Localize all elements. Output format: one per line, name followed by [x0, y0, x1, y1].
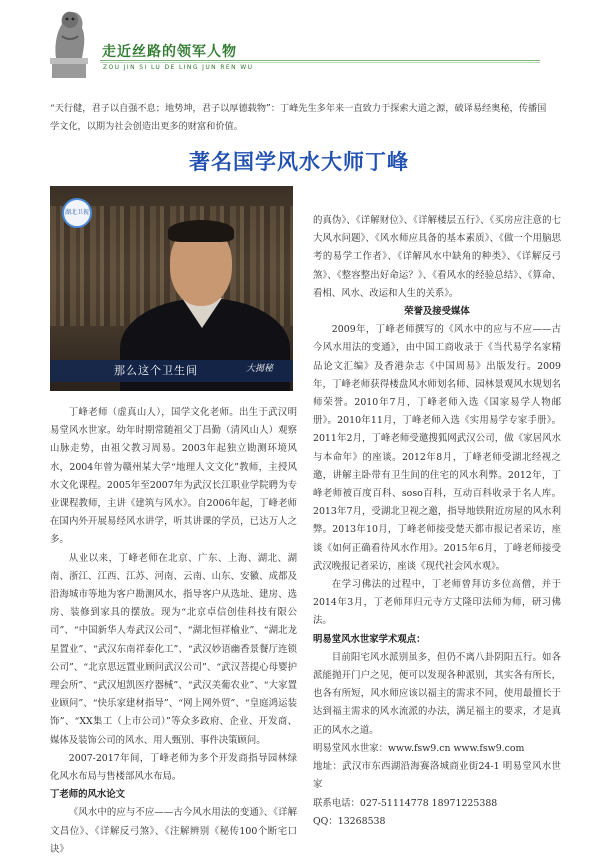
address-line: 地址：武汉市东西湖沿海赛洛城商业街24-1 明易堂风水世家 — [313, 761, 561, 791]
header-rule — [100, 60, 540, 61]
bio-paragraph: 丁峰老师（虚真山人），国学文化老师。出生于武汉明易堂风水世家。幼年时期常随祖父丁昌勤（清风山人）观察山脉走势，由祖父教习周易。2003年起独立勘测环境风水，2004年曾为赣州某大学“地理人文文化”教师，主授风水文化课程。2005年至2007年为武汉长江职业学院聘为专业课程教师，主讲《建筑与风水》。自2006年起，丁峰老师在国内外开展易经风水讲学，听其讲课的学员，已达万人之多。 — [50, 407, 297, 546]
honors-subheading: 荣誉及接受媒体 — [404, 306, 470, 318]
photo-subtitle: 那么这个卫生间 — [114, 364, 198, 377]
tv-station-logo: 湖北卫视 — [62, 198, 92, 228]
column-header — [0, 0, 598, 80]
phone-line: 联系电话：027-51114778 18971225388 — [313, 797, 498, 809]
website-line: 明易堂风水世家：www.fsw9.cn www.fsw9.com — [313, 742, 525, 754]
header-rule-secondary — [100, 62, 540, 63]
stone-lion-icon — [48, 6, 90, 80]
column-title: 走近丝路的领军人物 — [102, 44, 237, 60]
column-pinyin: ZOU JIN SI LU DE LING JUN REN WU — [103, 64, 254, 71]
intro-quote: “天行健，君子以自强不息；地势坤，君子以厚德载物”：丁峰先生多年来一直致力于探索大道之源，破译易经奥秘，传播国学文化，以期为社会创造出更多的财富和价值。 — [50, 103, 547, 132]
qq-line: QQ：13268538 — [313, 815, 386, 827]
papers-subheading: 丁老师的风水论文 — [50, 789, 126, 801]
left-column — [50, 404, 297, 859]
honors-paragraph: 2009年，丁峰老师撰写的《风水中的应与不应——古今风水用法的变通》，由中国工商收录于《当代易学名家精品论文汇编》及香港杂志《中国周易》出版发行。2009年，丁峰老师获得楼盘风水师划名师、园林景观风水规划名师荣誉。2010年7月，丁峰老师入选《国家易学人物邮册》。2010年11月，丁峰老师入选《实用易学专家手册》。2011年2月，丁峰老师受邀搜狐网武汉公司，做《家居风水与本命年》的座谈。2012年8月，丁峰老师受湖北经视之邀，讲解主卧带有卫生间的住宅的风水利弊。2012年，丁峰老师被百度百科、soso百科，互动百科收录于名人库。2013年7月，受湖北卫视之邀，指导地铁附近房屋的风水利弊。2013年10月，丁峰老师接受楚天都市报记者采访，座谈《如何正确看待风水作用》。2015年6月，丁峰老师接受武汉晚报记者采访，座谈《现代社会风水观》。 — [313, 324, 561, 572]
projects-paragraph: 2007-2017年间，丁峰老师为多个开发商指导园林绿化风水布局与售楼部风水布局。 — [50, 752, 297, 783]
right-column — [313, 212, 561, 831]
views-subheading: 明易堂风水世家学术观点： — [313, 633, 426, 645]
program-tag: 大揭秘 — [246, 364, 274, 374]
person-hair — [168, 220, 234, 242]
papers-list-continued: 的真伪》、《详解财位》、《详解楼层五行》、《买房应注意的七大风水问题》、《风水师应具备的基本素质》、《做一个用脑思考的易学工作者》、《详解风水中缺角的种类》、《详解反弓煞》、《整容整出好命运？》、《看风水的经验总结》、《算命、看相、风水、改运和人生的关系》。 — [313, 215, 561, 299]
tv-screenshot-photo — [50, 186, 293, 391]
views-paragraph: 目前阳宅风水派别虽多，但仍不离八卦阴阳五行。如各派能抛开门户之见，便可以发现各种派别，其实各有所长，也各有所短，风水师应该以福主的需求不同，使用最擅长于达到福主需求的风水流派的办法，满足福主的要求，才是真正的风水之道。 — [313, 651, 561, 736]
clients-paragraph: 从业以来，丁峰老师在北京、广东、上海、湖北、湖南、浙江、江西、江苏、河南、云南、山东、安徽、成都及沿海城市等地为客户勘测风水，指导客户从选址、建房、选房、装修到家具的摆放。现为“北京卓信创佳科技有限公司”、“中国新华人寿武汉公司”、“湖北恒祥榆业”、“湖北龙星置业”、“武汉东南祥泰化工”、“武汉妙语幽香景餐厅连锁公司”、“北京思远置业顾问武汉公司”、“武汉菩提心母婴护理会所”、“武汉旭凯医疗器械”、“武汉美葡农业”、“大家置业顾问”、“快乐家建材指导”、“网上网外贸”、“皇庭鸿运装饰”、“XX集工（上市公司）”等众多政府、企业、开发商、媒体及装饰公司的风水、用人甄别、事件决策顾问。 — [50, 552, 297, 746]
papers-list: 《风水中的应与不应——古今风水用法的变通》、《详解文昌位》、《详解反弓煞》、《注解辨别《秘传100个断宅口诀》 — [50, 807, 297, 855]
contact-block — [313, 740, 561, 831]
article-headline: 著名国学风水大师丁峰 — [189, 150, 409, 174]
buddhism-paragraph: 在学习佛法的过程中，丁老师曾拜访多位高僧，并于2014年3月，丁老师拜归元寺方丈隆印法师为师，研习佛法。 — [313, 579, 561, 627]
